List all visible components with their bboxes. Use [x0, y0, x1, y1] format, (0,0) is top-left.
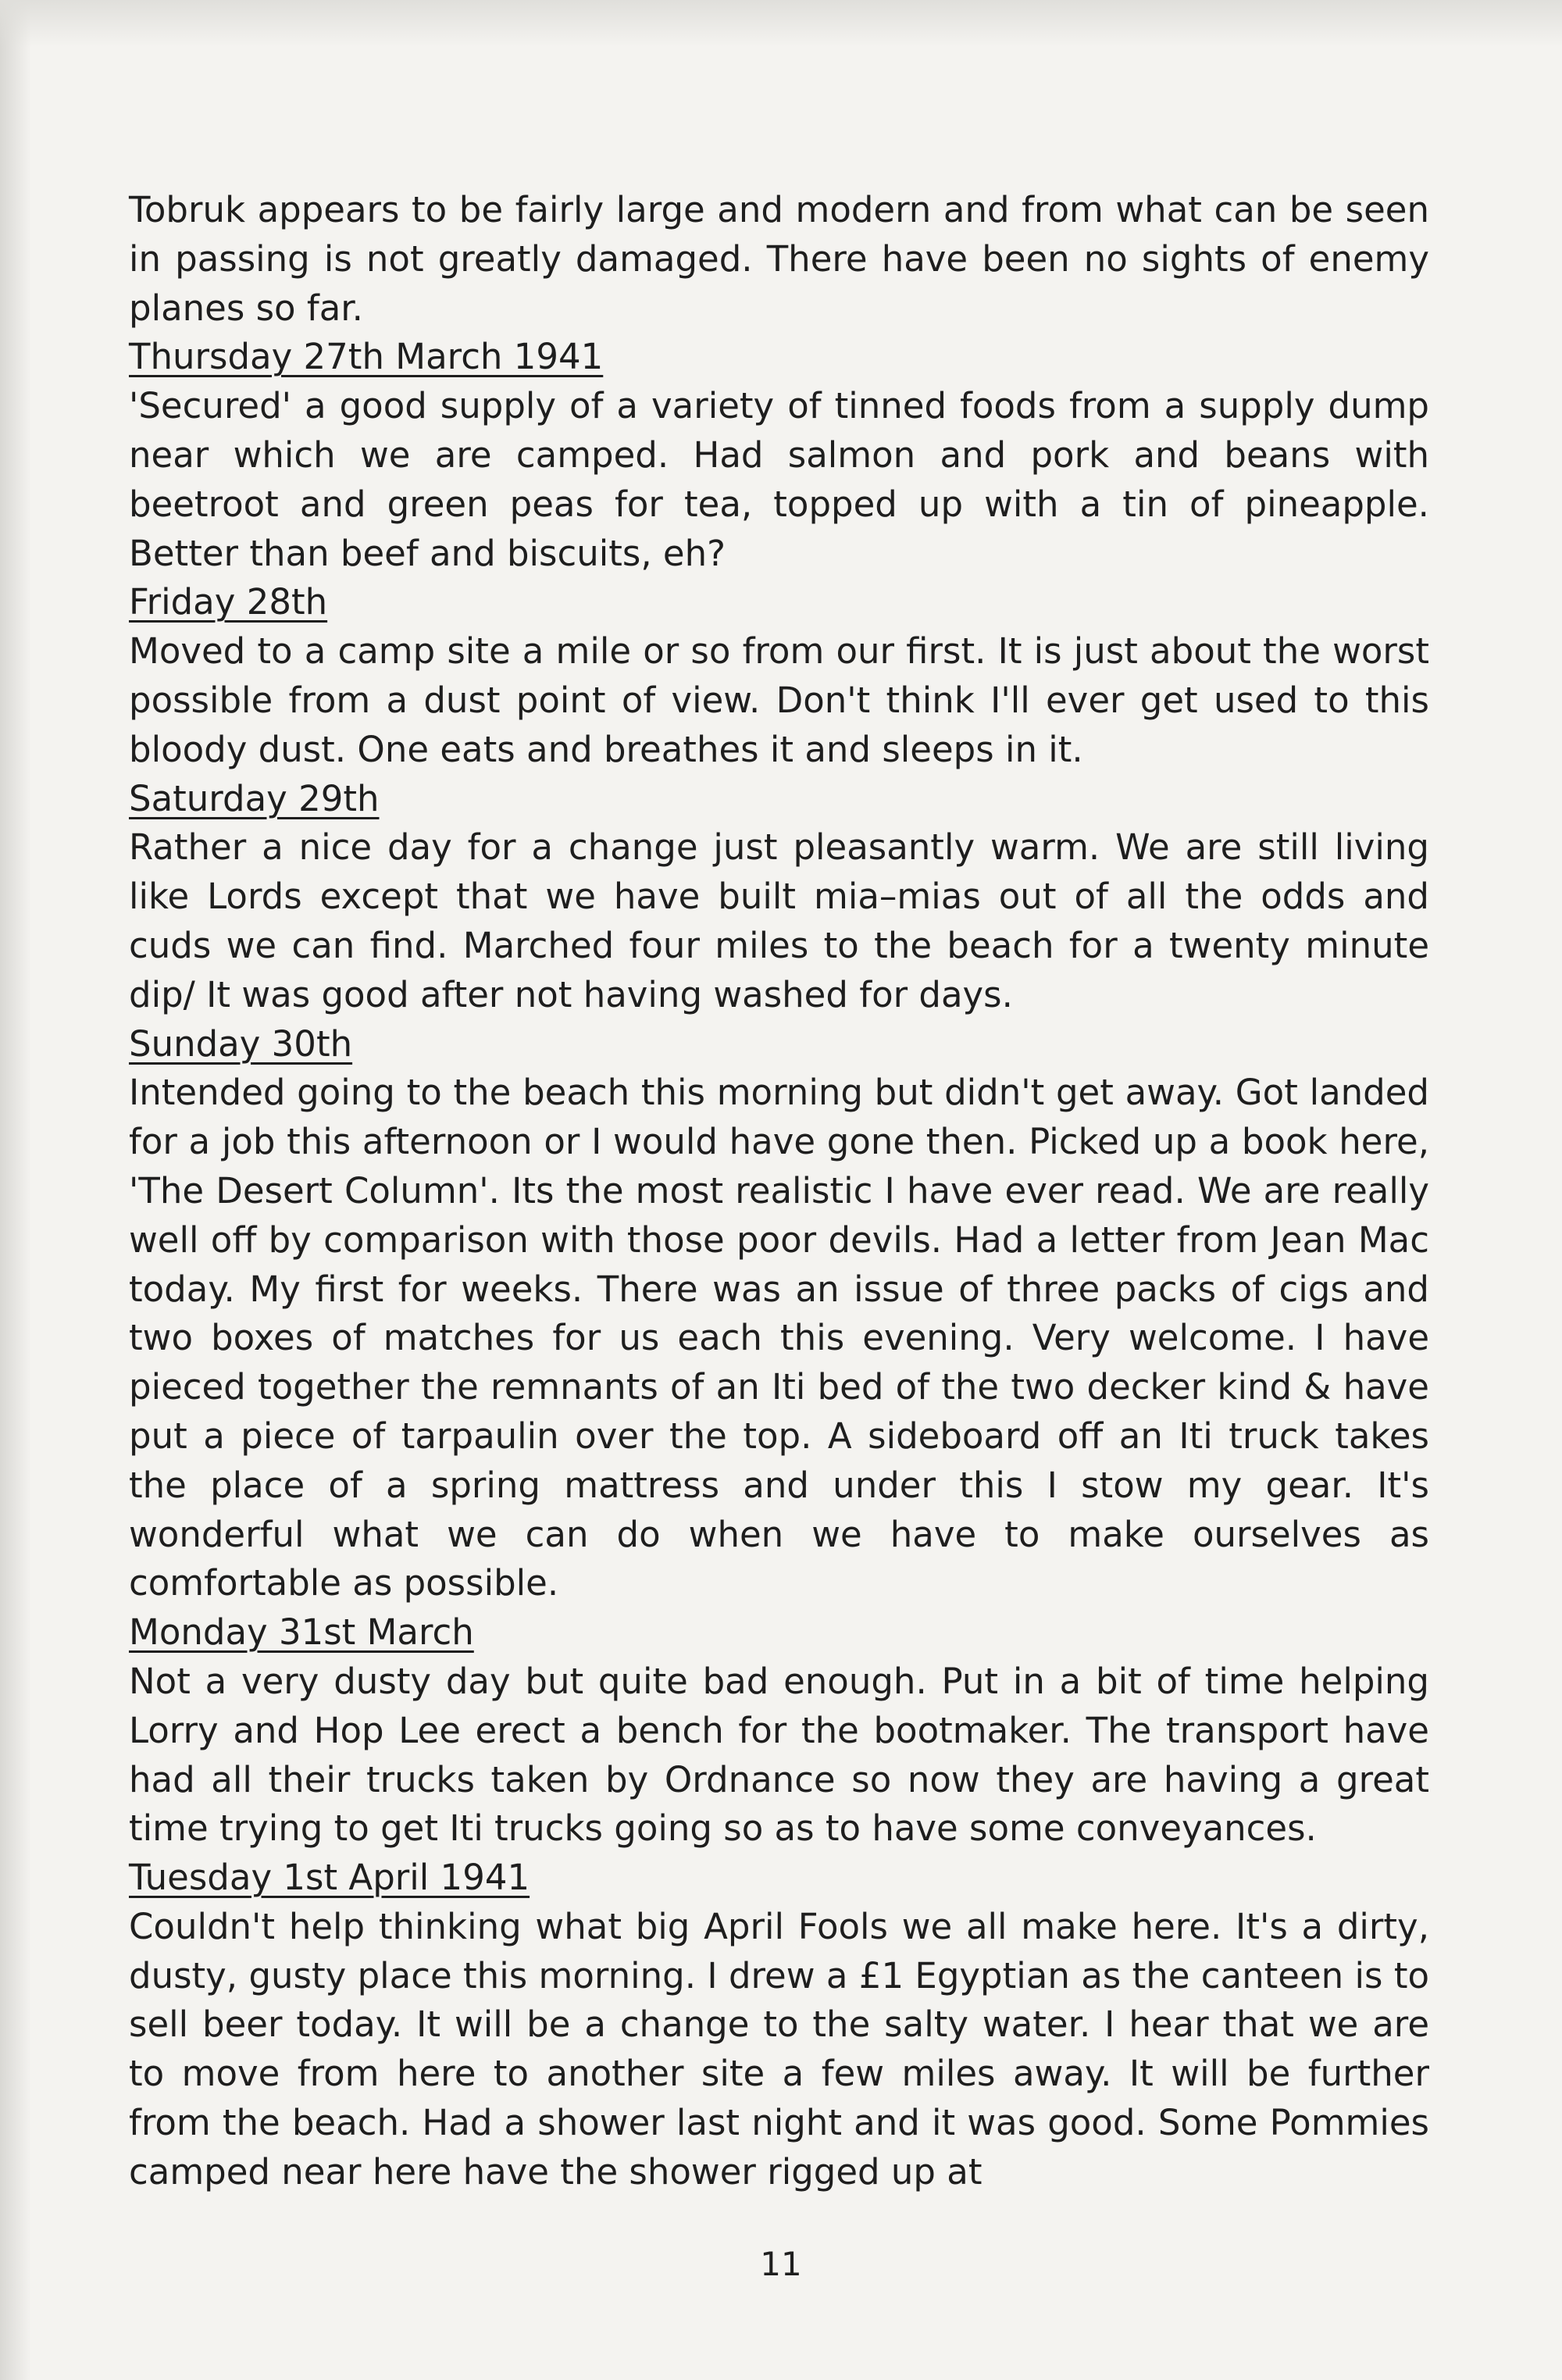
heading-label: Sunday 30th [129, 1022, 353, 1065]
diary-heading-monday-31st [129, 1608, 1429, 1657]
page-number: 11 [760, 2245, 802, 2283]
diary-entry-monday-31st-text: Not a very dusty day but quite bad enough. Put in a bit of time helping Lorry and Hop Lee erect a bench for the bootmaker. The transport have had all their trucks taken by Ordnance so now they are having a great time trying to get Iti trucks going so as to have some conveyances. [129, 1660, 1429, 1850]
diary-heading-tuesday-1st-april [129, 1854, 1429, 1903]
heading-label: Monday 31st March [129, 1611, 474, 1654]
diary-text [129, 186, 1429, 2197]
heading-label: Thursday 27th March 1941 [129, 336, 604, 378]
diary-heading-thursday-27th [129, 333, 1429, 382]
heading-label: Saturday 29th [129, 777, 380, 819]
heading-label: Tuesday 1st April 1941 [129, 1857, 530, 1899]
diary-entry-tuesday-1st-april-text: Couldn't help thinking what big April Fools we all make here. It's a dirty, dusty, gusty place this morning. I drew a £1 Egyptian as the canteen is to sell beer today. It will be a change to the salty water. I hear that we are to move from here to another site a few miles away. It will be further from the beach. Had a shower last night and it was good. Some Pommies camped near here have the shower rigged up at [129, 1905, 1429, 2193]
diary-entry-saturday-29th-text: Rather a nice day for a change just pleasantly warm. We are still living like Lords except that we have built mia–mias out of all the odds and cuds we can find. Marched four miles to the beach for a twenty minute dip/ It was good after not having washed for days. [129, 826, 1429, 1015]
diary-heading-saturday-29th [129, 775, 1429, 824]
heading-label: Friday 28th [129, 581, 328, 623]
diary-heading-friday-28th [129, 578, 1429, 627]
diary-entry-friday-28th-text: Moved to a camp site a mile or so from our first. It is just about the worst possible from a dust point of view. Don't think I'll ever get used to this bloody dust. One eats and breathes it and sleeps in it. [129, 630, 1429, 770]
page-edge-shadow-left [0, 0, 31, 2380]
diary-entry-thursday-27th-text: 'Secured' a good supply of a variety of tinned foods from a supply dump near which we are camped. Had salmon and pork and beans with beetroot and green peas for tea, topped up with a tin of pineapple. Better than beef and biscuits, eh? [129, 385, 1429, 574]
diary-heading-sunday-30th [129, 1020, 1429, 1069]
diary-entry-intro-text: Tobruk appears to be fairly large and modern and from what can be seen in passing is not greatly damaged. There have been no sights of enemy planes so far. [129, 189, 1429, 329]
page-edge-shadow-top [0, 0, 1562, 47]
diary-entry-sunday-30th-text: Intended going to the beach this morning but didn't get away. Got landed for a job this afternoon or I would have gone then. Picked up a book here, 'The Desert Column'. Its the most realistic I have ever read. We are really well off by comparison with those poor devils. Had a letter from Jean Mac today. My first for weeks. There was an issue of three packs of cigs and two boxes of matches for us each this evening. Very welcome. I have pieced together the remnants of an Iti bed of the two decker kind & have put a piece of tarpaulin over the top. A sideboard off an Iti truck takes the place of a spring mattress and under this I stow my gear. It's wonderful what we can do when we have to make ourselves as comfortable as possible. [129, 1072, 1429, 1604]
